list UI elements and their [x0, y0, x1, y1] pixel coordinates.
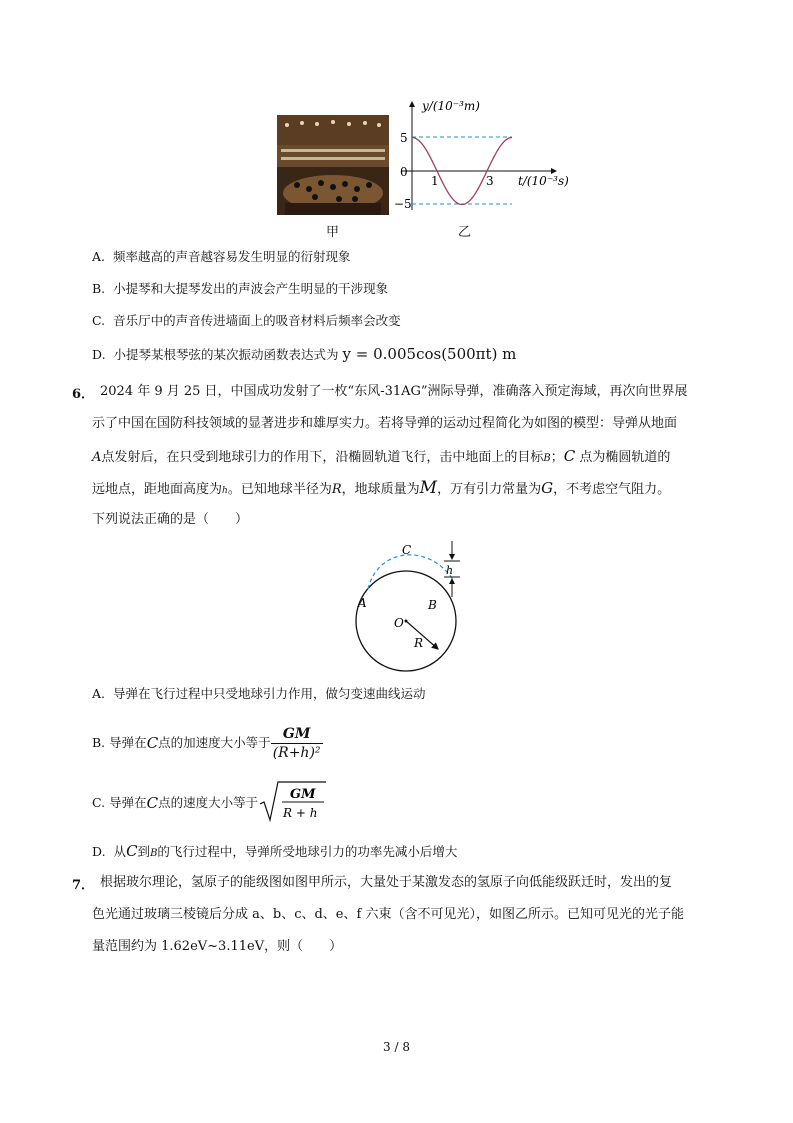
option-label: B.	[92, 735, 106, 750]
sym-b: B	[150, 848, 158, 859]
fraction-gm-over-rh2	[271, 725, 323, 762]
q6-line-3-semi: ；	[550, 450, 564, 465]
sym-r: R	[331, 482, 342, 497]
label-c: C	[402, 543, 412, 557]
sym-c: C	[126, 842, 138, 860]
option-label: D.	[92, 347, 106, 362]
denominator: R + h	[283, 805, 318, 820]
sym-c: C	[563, 447, 576, 465]
sqrt-expression	[258, 778, 328, 829]
q6-line-4-mid1: 。已知地球半径为	[227, 482, 332, 497]
orbit-diagram	[350, 537, 480, 677]
sym-b: B	[543, 453, 551, 464]
sym-g: G	[541, 479, 554, 497]
caption-yi: 乙	[458, 225, 472, 240]
tick-x-3: 3	[486, 174, 494, 188]
q6-line-5: 下列说法正确的是（ ）	[92, 512, 249, 527]
q6-option-a[interactable]	[92, 685, 426, 703]
q6-line-4-mid3: ，万有引力常量为	[437, 482, 542, 497]
option-text: 音乐厅中的声音传进墙面上的吸音材料后频率会改变	[113, 313, 401, 328]
option-text: 导弹在飞行过程中只受地球引力作用，做匀变速曲线运动	[113, 686, 426, 701]
tick-y-0: 0	[400, 165, 408, 179]
numerator: GM	[290, 786, 316, 802]
q6-line-4-end: ，不考虑空气阻力。	[553, 482, 671, 497]
q6-line-3-text: 点发射后，在只受到地球引力的作用下，沿椭圆轨道飞行，击中地面上的目标	[101, 450, 544, 465]
option-pre: 从	[113, 844, 127, 859]
formula: y = 0.005cos(500πt) m	[342, 345, 517, 363]
label-a: A	[358, 596, 367, 610]
q7-line-3: 量范围约为 1.62eV~3.11eV，则（ ）	[92, 939, 343, 954]
q6-line-4-text: 远地点，距地面高度为	[92, 482, 223, 497]
q6-option-b[interactable]	[92, 718, 323, 768]
q7-number: 7．	[72, 878, 95, 893]
q6-line-1: 2024 年 9 月 25 日，中国成功发射了一枚“东风-31AG”洲际导弹，准确落入预定海域，再次向世界展	[100, 384, 688, 399]
q6-line-4	[92, 479, 670, 500]
option-post: 的飞行过程中，导弹所受地球引力的功率先减小后增大	[157, 844, 458, 859]
option-label: C.	[92, 313, 106, 328]
q6-line-2: 示了中国在国防科技领域的显著进步和雄厚实力。若将导弹的运动过程简化为如图的模型：导弹从地面	[92, 416, 678, 431]
sym-m: M	[419, 478, 438, 498]
q7-line-1: 根据玻尔理论，氢原子的能级图如图甲所示，大量处于某激发态的氢原子向低能级跃迁时，发出的复	[100, 875, 673, 890]
option-post: 点的加速度大小等于	[158, 735, 271, 750]
y-axis-label: y/(10⁻³m)	[422, 99, 480, 113]
option-text: 频率越高的声音越容易发生明显的衍射现象	[113, 249, 351, 264]
option-label: B.	[92, 281, 106, 296]
tick-y-5: 5	[400, 131, 408, 145]
q6-option-d[interactable]	[92, 842, 457, 863]
q5-option-b[interactable]	[92, 280, 388, 298]
orbit-arc	[368, 555, 454, 589]
option-label: A.	[92, 686, 106, 701]
label-h: h	[446, 564, 454, 577]
option-post: 点的速度大小等于	[158, 795, 259, 810]
label-r: R	[414, 636, 424, 650]
option-label: D.	[92, 844, 106, 859]
page-number: 3 / 8	[383, 1040, 410, 1054]
caption-jia: 甲	[326, 225, 340, 240]
option-text: 小提琴某根琴弦的某次振动函数表达式为	[113, 347, 339, 362]
wave-graph	[370, 98, 570, 218]
numerator: GM	[271, 725, 323, 744]
x-axis-label: t/(10⁻³s)	[518, 174, 569, 188]
q5-option-c[interactable]	[92, 312, 401, 330]
option-mid: 到	[137, 844, 151, 859]
q6-line-3-end: 点为椭圆轨道的	[575, 450, 671, 465]
label-b: B	[428, 598, 437, 612]
sym-h: h	[222, 486, 228, 496]
label-o: O	[394, 616, 404, 630]
center-dot	[405, 620, 408, 623]
option-pre: 导弹在	[109, 735, 147, 750]
q6-line-4-mid2: ，地球质量为	[341, 482, 420, 497]
sqrt-sign	[258, 778, 328, 824]
q5-option-a[interactable]	[92, 248, 351, 266]
sym-c: C	[146, 794, 159, 812]
option-pre: 导弹在	[109, 795, 147, 810]
q7-line-2: 色光通过玻璃三棱镜后分成 a、b、c、d、e、f 六束（含不可见光），如图乙所示。已知可见光的光子能	[92, 907, 684, 922]
q6-option-c[interactable]	[92, 778, 328, 828]
option-text: 小提琴和大提琴发出的声波会产生明显的干涉现象	[113, 281, 389, 296]
q5-option-d[interactable]	[92, 345, 516, 364]
option-label: A.	[92, 249, 106, 264]
option-label: C.	[92, 795, 106, 810]
denominator: (R+h)²	[272, 744, 321, 761]
tick-y-neg5: −5	[394, 197, 412, 211]
q6-line-3	[92, 447, 670, 468]
q6-number: 6．	[72, 387, 95, 402]
sym-a: A	[92, 450, 102, 465]
tick-x-1: 1	[431, 174, 439, 188]
sym-c: C	[146, 734, 159, 752]
